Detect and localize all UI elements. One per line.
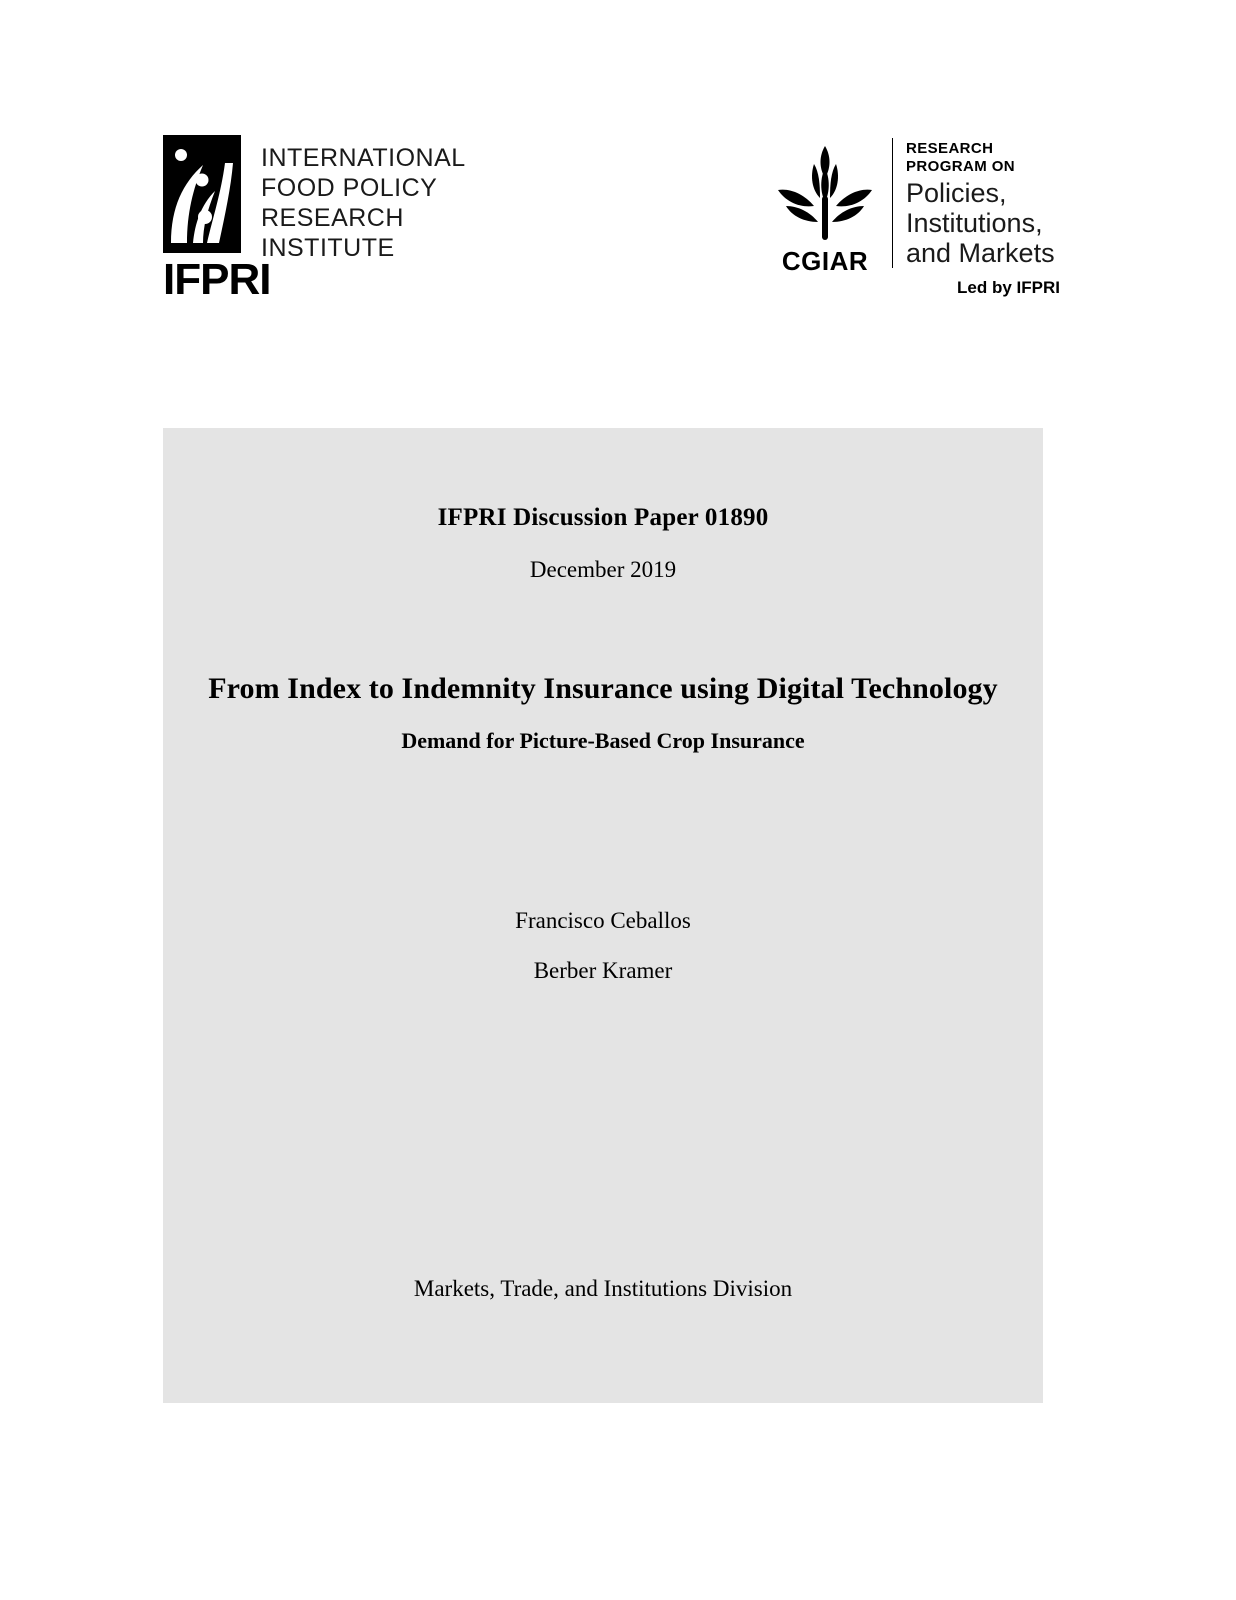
pim-kicker-line-2: PROGRAM ON — [906, 158, 1015, 175]
ifpri-wordmark — [261, 143, 466, 263]
pim-led-by: Led by IFPRI — [957, 278, 1060, 297]
paper-number: IFPRI Discussion Paper 01890 — [437, 504, 769, 531]
ifpri-logo — [163, 135, 623, 304]
pim-program-line-1: Policies, — [906, 178, 1007, 208]
ifpri-wordmark-line-2: FOOD POLICY — [261, 174, 438, 202]
ifpri-tree-mark-icon — [163, 135, 241, 253]
page-header — [0, 130, 1236, 310]
author-list — [163, 896, 1043, 996]
author-name: Berber Kramer — [533, 958, 673, 983]
ifpri-wordmark-line-4: INSTITUTE — [261, 234, 395, 262]
pim-kicker-line-1: RESEARCH — [906, 140, 994, 157]
pim-program-line-3: and Markets — [906, 238, 1055, 268]
cgiar-pim-logo — [770, 138, 1070, 303]
cgiar-wordmark: CGIAR — [781, 246, 869, 276]
ifpri-wordmark-line-1: INTERNATIONAL — [261, 144, 466, 172]
pim-program-title — [906, 178, 1055, 268]
pim-kicker — [906, 140, 1015, 176]
cgiar-wheat-mark-icon — [770, 138, 880, 248]
page-subtitle: Demand for Picture-Based Crop Insurance — [401, 728, 805, 753]
author-name: Francisco Ceballos — [515, 908, 691, 933]
division-name: Markets, Trade, and Institutions Division — [413, 1276, 793, 1301]
title-panel — [163, 428, 1043, 1403]
pim-program-line-2: Institutions, — [906, 208, 1043, 238]
ifpri-acronym: IFPRI — [163, 255, 271, 304]
logo-divider — [892, 138, 893, 268]
paper-date: December 2019 — [529, 557, 677, 582]
ifpri-wordmark-line-3: RESEARCH — [261, 204, 404, 232]
page-title: From Index to Indemnity Insurance using Digital Technology — [208, 672, 998, 705]
